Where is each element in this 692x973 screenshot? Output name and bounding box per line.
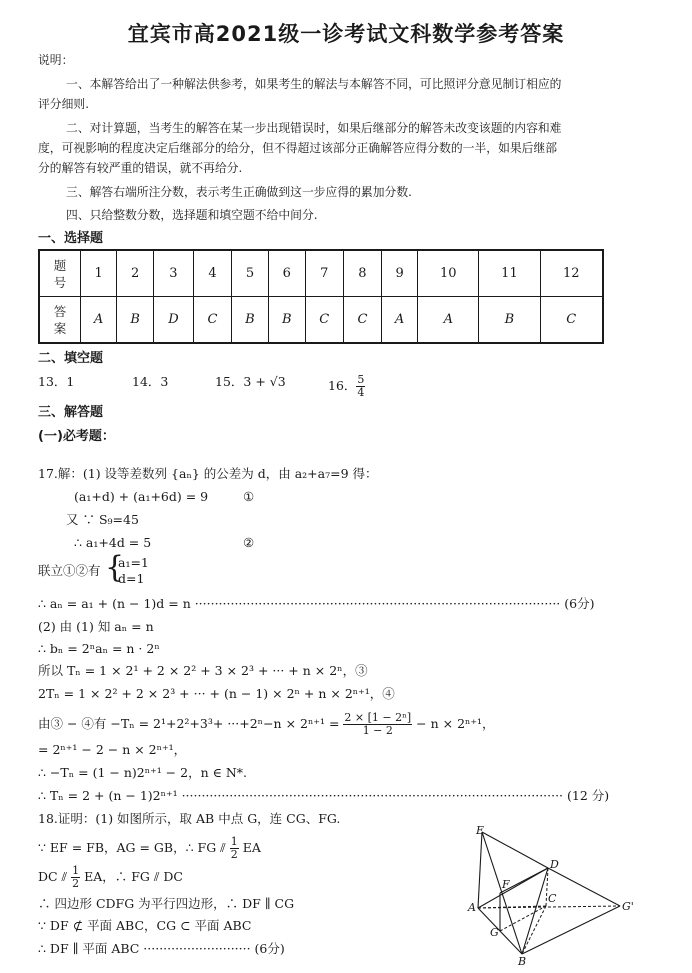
q17-line: 联立①②有 bbox=[38, 563, 101, 578]
edge-EA bbox=[478, 832, 482, 908]
section-heading-fill: 二、填空题 bbox=[38, 351, 104, 366]
instruction-line: 二、对计算题，当考生的解答在某一步出现错误时，如果后继部分的解答未改变该题的内容和难 bbox=[66, 121, 562, 135]
question-number-cell: 1 bbox=[81, 250, 117, 297]
page-title: 宜宾市高2021级一诊考试文科数学参考答案 bbox=[127, 22, 565, 46]
question-number-cell: 12 bbox=[540, 250, 603, 297]
answer-cell: C bbox=[343, 297, 381, 344]
q18-line: 18.证明：(1) 如图所示，取 AB 中点 G，连 CG、FG. bbox=[38, 811, 341, 826]
q17-line: (2) 由 (1) 知 aₙ = n bbox=[38, 619, 154, 634]
equation-tag: ① bbox=[243, 489, 255, 504]
instruction-line: 三、解答右端所注分数，表示考生正确做到这一步应得的累加分数. bbox=[66, 185, 412, 199]
fraction: $\frac{1}{2}$ bbox=[72, 864, 80, 890]
instruction-line: 评分细则. bbox=[38, 97, 89, 111]
q17-line: ∴ −Tₙ = (1 − n)2ⁿ⁺¹ − 2，n ∈ N*. bbox=[38, 765, 247, 780]
subsection-heading: (一)必考题： bbox=[38, 429, 115, 444]
answer-cell: B bbox=[268, 297, 305, 344]
question-number-cell: 5 bbox=[232, 250, 269, 297]
system-brace: { bbox=[105, 550, 125, 585]
question-number-cell: 11 bbox=[479, 250, 540, 297]
answer-cell: B bbox=[117, 297, 154, 344]
table-row-header: 答 案 bbox=[39, 297, 81, 344]
question-number-cell: 4 bbox=[193, 250, 231, 297]
answer-cell: B bbox=[479, 297, 540, 344]
q17-line: ∴ bₙ = 2ⁿaₙ = n · 2ⁿ bbox=[38, 641, 160, 656]
edge-BG2 bbox=[522, 906, 620, 954]
q17-line: ∴ aₙ = a₁ + (n − 1)d = n ···························································································· (6分) bbox=[38, 596, 595, 611]
q17-line: 所以 Tₙ = 1 × 2¹ + 2 × 2² + 3 × 2³ + ··· + n × 2ⁿ，③ bbox=[38, 663, 368, 678]
q17-line: 又 ∵ S₉=45 bbox=[66, 512, 139, 527]
edge-DG2 bbox=[548, 868, 620, 906]
answer-cell: A bbox=[418, 297, 479, 344]
q17-line: ∴ Tₙ = 2 + (n − 1)2ⁿ⁺¹ ································································································ (12 分) bbox=[38, 788, 610, 803]
question-number-cell: 6 bbox=[268, 250, 305, 297]
question-number-cell: 9 bbox=[382, 250, 418, 297]
answer-cell: D bbox=[154, 297, 194, 344]
q17-line: 17.解：(1) 设等差数列 {aₙ} 的公差为 d，由 a₂+a₇=9 得： bbox=[38, 466, 378, 481]
table-row bbox=[39, 297, 603, 344]
equation-tag: ② bbox=[243, 535, 255, 550]
q18-line: ∵ DF ⊄ 平面 ABC，CG ⊂ 平面 ABC bbox=[38, 918, 252, 933]
question-number-cell: 7 bbox=[305, 250, 343, 297]
question-number-cell: 10 bbox=[418, 250, 479, 297]
geometry-figure bbox=[460, 822, 660, 967]
answer-cell: C bbox=[305, 297, 343, 344]
point-label-G: G bbox=[490, 926, 499, 939]
point-label-F: F bbox=[502, 878, 510, 891]
table-row-header: 题 号 bbox=[39, 250, 81, 297]
point-label-A: A bbox=[468, 901, 476, 914]
q18-line: ∵ EF = FB，AG = GB，∴ FG ⫽ $\frac{1}{2}$ EA bbox=[38, 835, 261, 861]
instruction-line: 一、本解答给出了一种解法供参考，如果考生的解法与本解答不同，可比照评分意见制订相应的 bbox=[66, 77, 562, 91]
question-number-cell: 3 bbox=[154, 250, 194, 297]
answer-cell: B bbox=[232, 297, 269, 344]
q17-system-line: d=1 bbox=[118, 571, 145, 586]
point-label-C: C bbox=[548, 892, 557, 905]
q18-line: DC ⫽ $\frac{1}{2}$ EA，∴ FG ⫽ DC bbox=[38, 864, 184, 890]
instruction-line: 度，可视影响的程度决定后继部分的给分，但不得超过该部分正确解答应得分数的一半，如果后继部 bbox=[38, 141, 558, 155]
point-label-B: B bbox=[518, 955, 527, 967]
edge-GC bbox=[500, 906, 546, 931]
point-label-G-prime: G' bbox=[622, 900, 634, 913]
q17-line: 2Tₙ = 1 × 2² + 2 × 2³ + ··· + (n − 1) × 2ⁿ + n × 2ⁿ⁺¹，④ bbox=[38, 686, 395, 701]
section-heading-choice: 一、选择题 bbox=[38, 231, 104, 246]
fraction: $\frac{1}{2}$ bbox=[230, 835, 238, 861]
fraction: $\frac{\text{2 × [1 − 2ⁿ]}}{1 - 2}$ bbox=[344, 711, 412, 737]
choice-answer-table bbox=[38, 249, 604, 344]
q17-line: (a₁+d) + (a₁+6d) = 9 bbox=[74, 489, 209, 504]
instruction-line: 分的解答有较严重的错误，就不再给分. bbox=[38, 161, 243, 175]
answer-cell: A bbox=[81, 297, 117, 344]
fraction: $\frac{5}{4}$ bbox=[357, 373, 365, 399]
fill-answer-13: 13．1 bbox=[38, 374, 75, 389]
q18-line: ∴ 四边形 CDFG 为平行四边形，∴ DF ∥ CG bbox=[38, 896, 295, 911]
table-row bbox=[39, 250, 603, 297]
point-label-D: D bbox=[550, 858, 559, 871]
answer-cell: A bbox=[382, 297, 418, 344]
fill-answer-15: 15．3 + √3 bbox=[215, 374, 286, 389]
q17-system-line: a₁=1 bbox=[118, 555, 149, 570]
q17-line: 由③ − ④有 −Tₙ = 2¹+2²+3³+ ···+2ⁿ−n × 2ⁿ⁺¹ = $\frac{\text{2 × [1 − 2ⁿ]}}{1 - 2}$ − n × 2ⁿ⁺¹， bbox=[38, 711, 495, 737]
answer-cell: C bbox=[193, 297, 231, 344]
q17-line: = 2ⁿ⁺¹ − 2 − n × 2ⁿ⁺¹， bbox=[38, 742, 187, 757]
point-label-E: E bbox=[476, 824, 485, 837]
instruction-line: 四、只给整数分数，选择题和填空题不给中间分. bbox=[66, 208, 318, 222]
question-number-cell: 2 bbox=[117, 250, 154, 297]
q17-line: ∴ a₁+4d = 5 bbox=[74, 535, 152, 550]
fill-answer-14: 14．3 bbox=[132, 374, 169, 389]
instructions-heading: 说明： bbox=[38, 53, 74, 67]
section-heading-solution: 三、解答题 bbox=[38, 405, 104, 420]
q18-line: ∴ DF ∥ 平面 ABC ··························· (6分) bbox=[38, 941, 285, 956]
answer-cell: C bbox=[540, 297, 603, 344]
question-number-cell: 8 bbox=[343, 250, 381, 297]
fill-answer-16: 16． $\frac{5}{4}$ bbox=[328, 373, 365, 399]
